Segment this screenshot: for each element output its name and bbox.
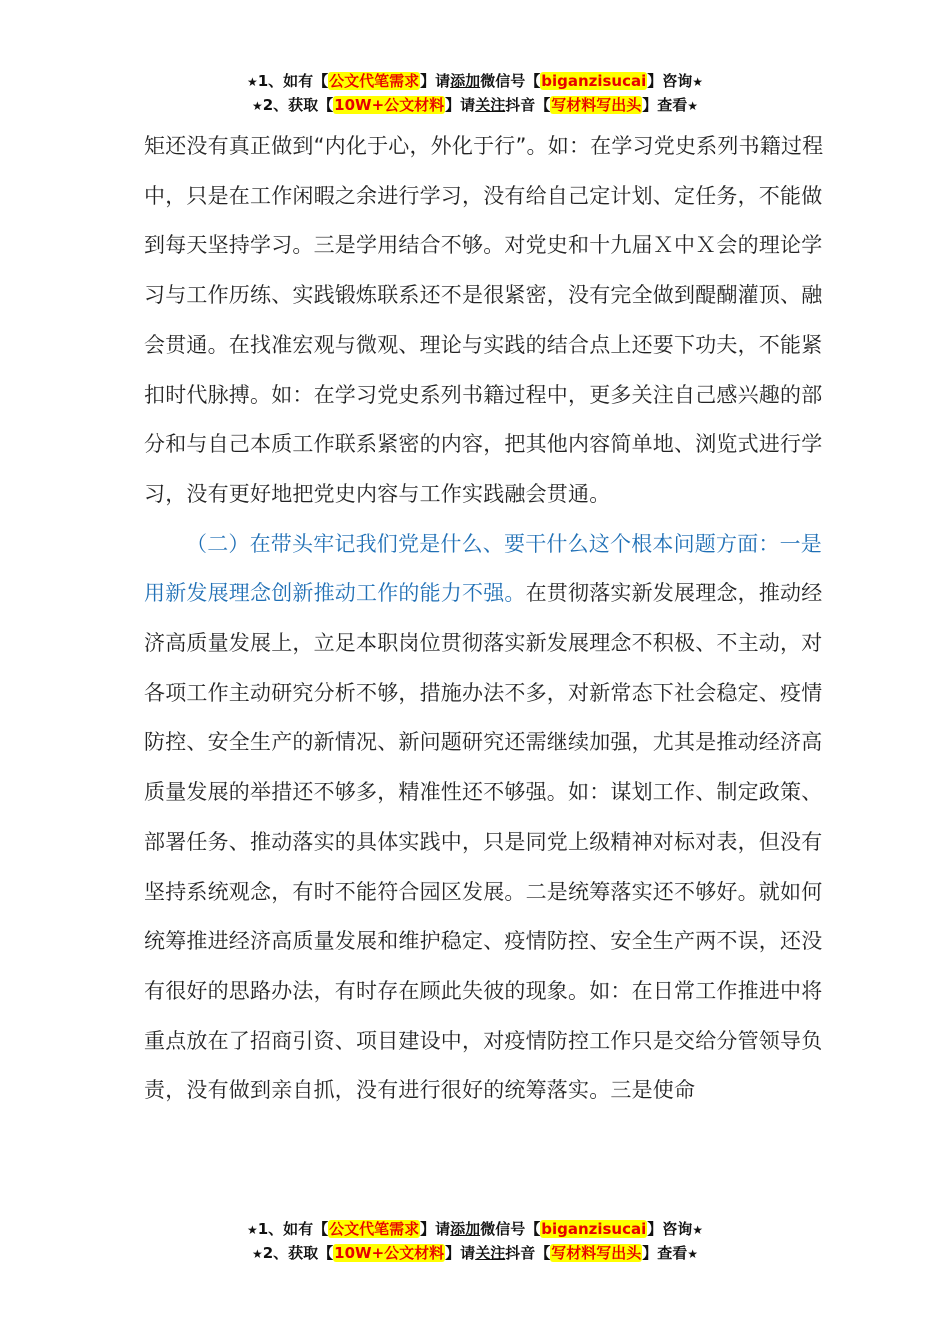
- banner-text: 】咨询: [647, 72, 693, 90]
- paragraph-2: [144, 520, 824, 1116]
- star-icon: ★: [251, 99, 263, 113]
- star-icon: ★: [692, 75, 704, 89]
- paragraph-1: 矩还没有真正做到“内化于心，外化于行”。如：在学习党史系列书籍过程中，只是在工作闲暇之余进行学习，没有给自己定计划、定任务，不能做到每天坚持学习。三是学用结合不够。对党史和十九届Ｘ中Ｘ会的理论学习与工作历练、实践锻炼联系还不是很紧密，没有完全做到醍醐灌顶、融会贯通。在找准宏观与微观、理论与实践的结合点上还要下功夫，不能紧扣时代脉搏。如：在学习党史系列书籍过程中，更多关注自己感兴趣的部分和与自己本质工作联系紧密的内容，把其他内容简单地、浏览式进行学习，没有更好地把党史内容与工作实践融会贯通。: [144, 134, 824, 506]
- banner-text: 】请: [420, 72, 451, 90]
- banner-highlight: 公文代笔需求: [329, 72, 420, 90]
- banner-text: 】查看: [642, 96, 688, 114]
- banner-text: 2、获取【: [262, 1244, 334, 1262]
- star-icon: ★: [251, 1247, 263, 1261]
- banner-text: 微信号【: [480, 1220, 541, 1238]
- star-icon: ★: [246, 75, 258, 89]
- banner-text: 】请: [445, 96, 476, 114]
- banner-highlight: biganzisucai: [541, 1220, 647, 1238]
- banner-emphasis: 关注: [475, 1244, 506, 1262]
- section-heading: （二）在带头牢记我们党是什么、要干什么这个根本问题方面：一是用新发展理念创新推动工作的能力不强。: [144, 531, 822, 606]
- banner-text: 1、如有【: [257, 72, 329, 90]
- star-icon: ★: [687, 1247, 699, 1261]
- star-icon: ★: [692, 1223, 704, 1237]
- banner-highlight: biganzisucai: [541, 72, 647, 90]
- banner-highlight: 公文代笔需求: [329, 1220, 420, 1238]
- banner-highlight: 10W+公文材料: [334, 96, 445, 114]
- banner-text: 】请: [420, 1220, 451, 1238]
- banner-highlight: 写材料写出头: [551, 96, 642, 114]
- banner-highlight: 10W+公文材料: [334, 1244, 445, 1262]
- banner-emphasis: 关注: [475, 96, 506, 114]
- banner-text: 2、获取【: [262, 96, 334, 114]
- star-icon: ★: [246, 1223, 258, 1237]
- banner-text: 抖音【: [505, 1244, 551, 1262]
- banner-text: 微信号【: [480, 72, 541, 90]
- banner-emphasis: 添加: [450, 72, 481, 90]
- banner-text: 】咨询: [647, 1220, 693, 1238]
- banner-emphasis: 添加: [450, 1220, 481, 1238]
- banner-text: 1、如有【: [257, 1220, 329, 1238]
- document-body: [144, 122, 824, 1116]
- banner-line-1: [0, 1218, 950, 1242]
- header-banner: [0, 70, 950, 118]
- banner-line-1: [0, 70, 950, 94]
- banner-line-2: [0, 94, 950, 118]
- banner-line-2: [0, 1242, 950, 1266]
- banner-text: 】请: [445, 1244, 476, 1262]
- star-icon: ★: [687, 99, 699, 113]
- banner-text: 】查看: [642, 1244, 688, 1262]
- footer-banner: [0, 1218, 950, 1266]
- banner-text: 抖音【: [505, 96, 551, 114]
- banner-highlight: 写材料写出头: [551, 1244, 642, 1262]
- paragraph-2-body: 在贯彻落实新发展理念，推动经济高质量发展上，立足本职岗位贯彻落实新发展理念不积极、不主动，对各项工作主动研究分析不够，措施办法不多，对新常态下社会稳定、疫情防控、安全生产的新情况、新问题研究还需继续加强，尤其是推动经济高质量发展的举措还不够多，精准性还不够强。如：谋划工作、制定政策、部署任务、推动落实的具体实践中，只是同党上级精神对标对表，但没有坚持系统观念，有时不能符合园区发展。二是统筹落实还不够好。就如何统筹推进经济高质量发展和维护稳定、疫情防控、安全生产两不误，还没有很好的思路办法，有时存在顾此失彼的现象。如：在日常工作推进中将重点放在了招商引资、项目建设中，对疫情防控工作只是交给分管领导负责，没有做到亲自抓，没有进行很好的统筹落实。三是使命: [144, 581, 823, 1103]
